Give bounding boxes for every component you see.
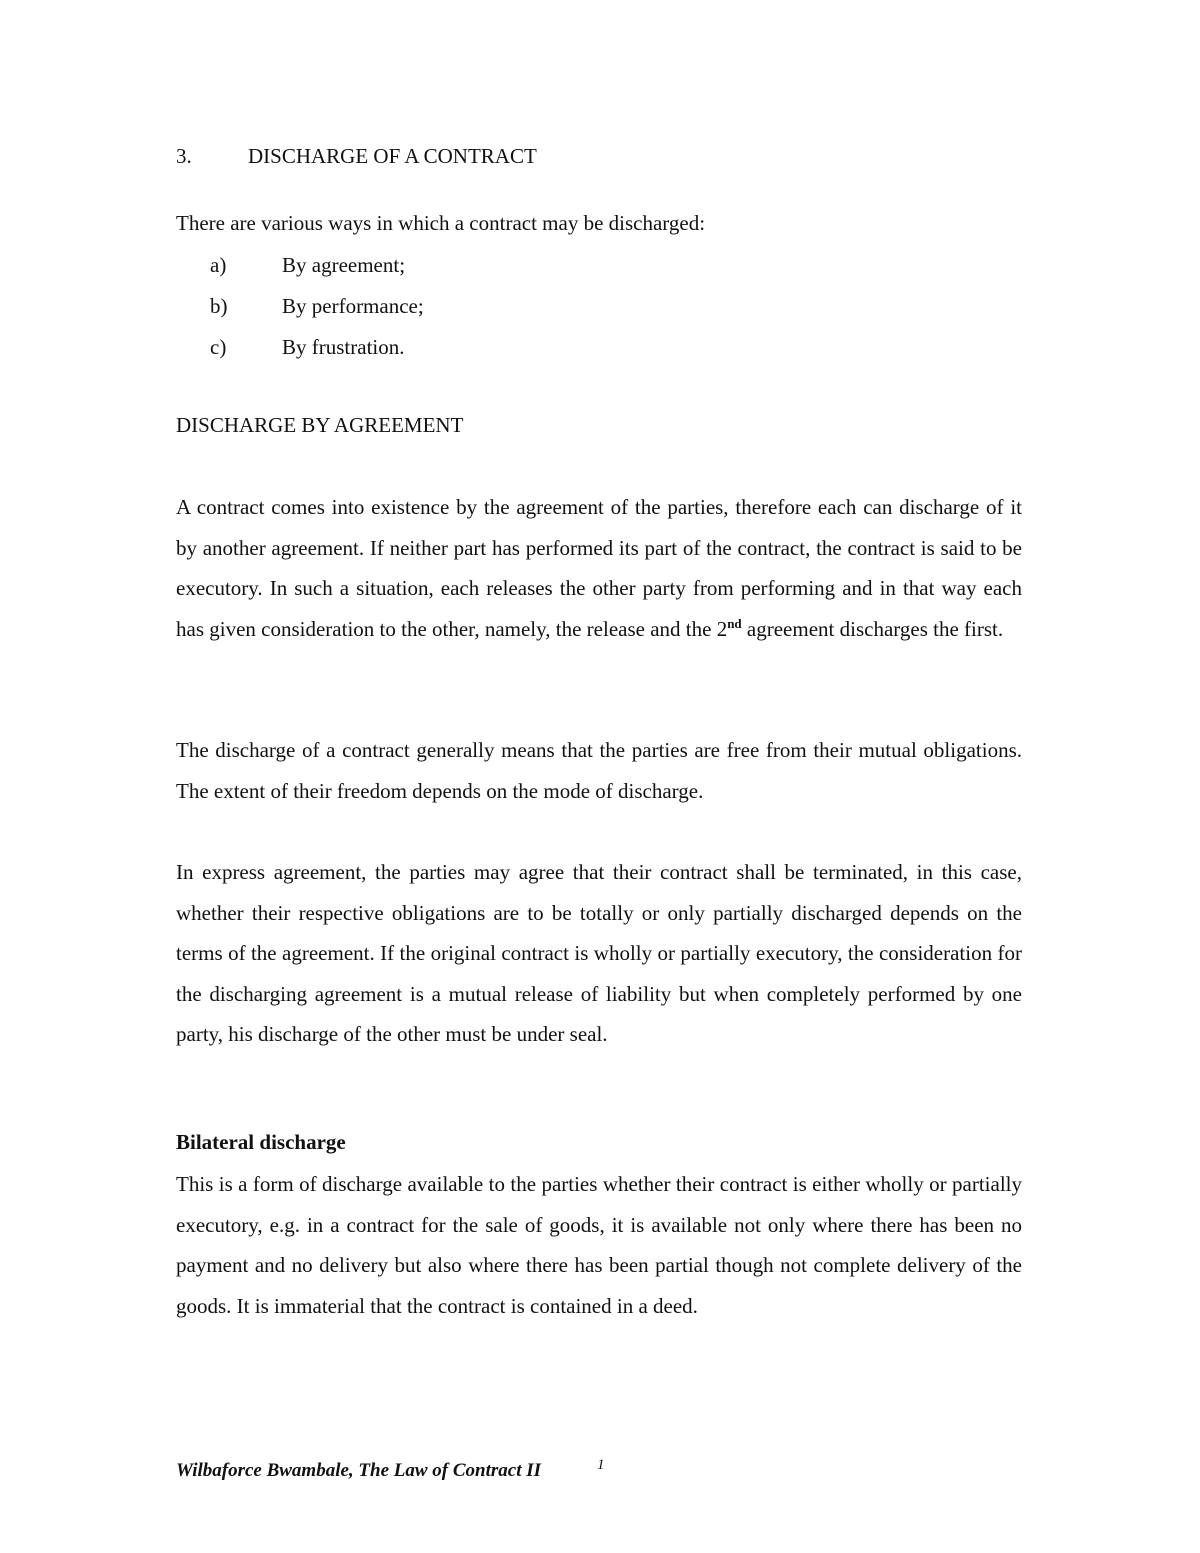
- list-item: [210, 252, 424, 293]
- superscript-ordinal: nd: [727, 615, 742, 631]
- paragraph-text: A contract comes into existence by the agreement of the parties, therefore each can discharge of it by another agreement. If neither part has performed its part of the contract, the contract is said to be executory. In such a situation, each releases the other party from performing and in that way each has given consideration to the other, namely, the release and the 2: [176, 495, 1022, 641]
- section-number: 3.: [176, 144, 192, 168]
- list-marker: c): [210, 335, 227, 359]
- paragraph-agreement: [176, 487, 1022, 649]
- list-item-text: By frustration.: [282, 335, 405, 359]
- paragraph-bilateral: This is a form of discharge available to the parties whether their contract is either wholly or partially executory, e.g. in a contract for the sale of goods, it is available not only where there has been no payment and no delivery but also where there has been partial though not complete delivery of the goods. It is immaterial that the contract is contained in a deed.: [176, 1172, 1022, 1318]
- paragraph-express-agreement: In express agreement, the parties may agree that their contract shall be terminated, in this case, whether their respective obligations are to be totally or only partially discharged depends on the terms of the agreement. If the original contract is wholly or partially executory, the consideration for the discharging agreement is a mutual release of liability but when completely performed by one party, his discharge of the other must be under seal.: [176, 860, 1022, 1046]
- subheading-bilateral-discharge: Bilateral discharge: [176, 1130, 346, 1154]
- list-item: [210, 334, 424, 375]
- list-item-text: By agreement;: [282, 253, 406, 277]
- intro-text: There are various ways in which a contract may be discharged:: [176, 211, 706, 235]
- list-marker: a): [210, 253, 227, 277]
- paragraph-meaning: The discharge of a contract generally means that the parties are free from their mutual obligations. The extent of their freedom depends on the mode of discharge.: [176, 738, 1022, 803]
- discharge-methods-list: [210, 252, 424, 375]
- list-item-text: By performance;: [282, 294, 424, 318]
- list-marker: b): [210, 294, 228, 318]
- list-item: [210, 293, 424, 334]
- paragraph-text-end: agreement discharges the first.: [741, 616, 1004, 641]
- subheading-discharge-by-agreement: DISCHARGE BY AGREEMENT: [176, 413, 464, 437]
- page-number: 1: [597, 1457, 605, 1473]
- section-title: DISCHARGE OF A CONTRACT: [248, 144, 537, 168]
- footer-author-title: Wilbaforce Bwambale, The Law of Contract II: [176, 1460, 542, 1481]
- section-heading: [176, 144, 537, 169]
